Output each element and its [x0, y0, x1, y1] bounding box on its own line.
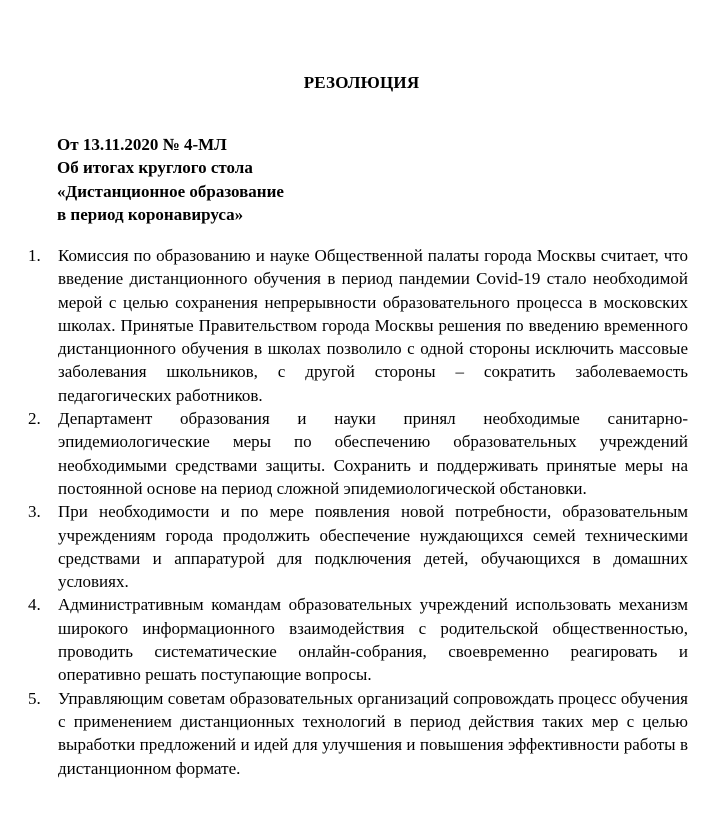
- list-item-number: 2.: [28, 409, 41, 429]
- resolution-subject-line-2: «Дистанционное образование: [57, 181, 284, 201]
- list-item-text: Комиссия по образованию и науке Общественной палаты города Москвы считает, что введение дистанционного обучения в период пандемии Covid-19 стало необходимой мерой с целью сохранения непрерывности образовательного процесса в московских школах. Принятые Правительством города Москвы решения по введению временного дистанционного обучения в школах позволило с одной стороны исключить массовые заболевания школьников, с другой стороны – сократить заболеваемость педагогических работников.: [58, 246, 688, 405]
- list-item-text: При необходимости и по мере появления новой потребности, образовательным учреждениям города продолжить обеспечение нуждающихся семей техническими средствами и аппаратурой для подключения детей, обучающихся в домашних условиях.: [58, 502, 688, 592]
- list-item-number: 3.: [28, 502, 41, 522]
- list-item-text: Административным командам образовательных учреждений использовать механизм широкого информационного взаимодействия с родительской общественностью, проводить систематические онлайн-собрания, своевременно реагировать и оперативно решать поступающие вопросы.: [58, 595, 688, 685]
- list-item: [28, 500, 688, 593]
- list-item: [28, 593, 688, 686]
- list-item-text: Департамент образования и науки принял необходимые санитарно-эпидемиологические меры по обеспечению образовательных учреждений необходимыми средствами защиты. Сохранить и поддерживать принятые меры на постоянной основе на период сложной эпидемиологической обстановки.: [58, 409, 688, 498]
- resolution-items-list: [28, 244, 688, 780]
- list-item-text: Управляющим советам образовательных организаций сопровождать процесс обучения с применением дистанционных технологий в период действия таких мер с целью выработки предложений и идей для улучшения и повышения эффективности работы в дистанционном формате.: [58, 688, 688, 778]
- list-item-number: 1.: [28, 246, 41, 265]
- list-item: [28, 687, 688, 780]
- resolution-header: [57, 133, 284, 226]
- document-title: РЕЗОЛЮЦИЯ: [303, 73, 420, 92]
- list-item: [28, 407, 688, 500]
- resolution-subject-line-1: Об итогах круглого стола: [57, 158, 253, 178]
- list-item-number: 4.: [28, 595, 41, 615]
- list-item: [28, 244, 688, 407]
- resolution-subject-line-3: в период коронавируса»: [57, 204, 244, 224]
- list-item-number: 5.: [28, 688, 41, 708]
- resolution-date-number: От 13.11.2020 № 4-МЛ: [57, 135, 227, 154]
